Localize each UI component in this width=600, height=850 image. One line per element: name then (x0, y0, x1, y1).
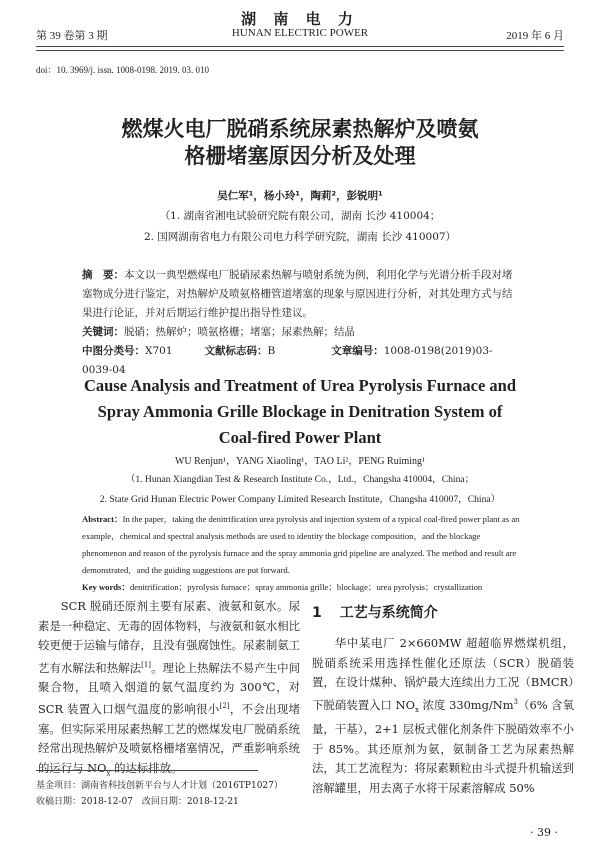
authors-en: WU Renjun¹，YANG Xiaoling¹，TAO Li²，PENG Ruiming¹ (174, 456, 426, 467)
keywords-label: 关键词： (82, 326, 124, 338)
doc-code: B (267, 345, 276, 357)
section-heading (312, 602, 438, 622)
subscript: x (414, 705, 419, 714)
affiliation: （1. 湖南省湘电试验研究院有限公司，湖南 长沙 410004； (159, 210, 441, 222)
paragraph (312, 634, 574, 798)
affiliations-en (0, 470, 600, 510)
body-left-column (38, 597, 300, 783)
footnote-rule (36, 770, 258, 771)
text: （6% 含氧量，干基），2+1 层板式催化剂条件下脱硝效率不小于 85%。其还原剂为氨，氨制备工艺为尿素热解法，其工艺流程为：将尿素颗粒由斗式提升机输送到溶解罐里，用去离子水将干尿素溶解成 50% (312, 697, 574, 795)
superscript: 3 (513, 697, 518, 706)
affiliation: 2. 国网湖南省电力有限公司电力科学研究院，湖南 长沙 410007） (143, 231, 457, 243)
title-line: 燃煤火电厂脱硝系统尿素热解炉及喷氨 (121, 117, 479, 141)
doc-code-label: 文献标志码： (204, 345, 268, 357)
affiliations-zh (0, 206, 600, 248)
issue-date: 2019 年 6 月 (506, 30, 564, 42)
clc: X701 (145, 345, 173, 357)
volume-issue: 第 39 卷第 3 期 (36, 30, 108, 42)
affiliation: （1. Hunan Xiangdian Test & Research Institute Co.，Ltd.，Changsha 410004，China； (125, 474, 475, 485)
abstract-text: In the paper，taking the denitrification urea pyrolysis and injection system of a typical coal-fired power plant as an example，chemical and spectral analysis methods are used to identity the blockage composition，and the blockage phenomenon and reason of the pyrolysis furnace and the spray ammonia grid pipeline are analyzed. The method and result are demonstrated，and the guiding suggestions are put forward. (82, 514, 520, 575)
abstract-label: 摘 要： (82, 269, 124, 281)
title-zh (0, 116, 600, 170)
section-title: 工艺与系统简介 (339, 605, 438, 621)
paragraph (38, 597, 300, 783)
keywords-text: 脱硝；热解炉；喷氨格栅；堵塞；尿素热解；结晶 (124, 326, 355, 338)
title-line: Coal-fired Power Plant (218, 428, 382, 447)
keywords-label: Key words： (82, 582, 130, 592)
text: 。理论上热解法不易产生中间聚合物，且喷入烟道的氨气温度约为 300℃，对 SCR 装置入口烟气温度的影响很小 (38, 660, 300, 717)
text: 华中某电厂 2×660MW 超超临界燃煤机组，脱硝系统采用选择性催化还原法（SCR）脱硝装置，在设计煤种、锅炉最大连续出力工况（BMCR）下脱硝装置入口 NO (312, 636, 574, 712)
text: 的达标排放。 (110, 760, 183, 775)
doi: doi：10. 3969/j. issn. 1008-0198. 2019. 03. 010 (36, 65, 210, 75)
clc-label: 中图分类号： (82, 345, 145, 357)
article-no: 1008-0198(2019)03-0039-04 (82, 345, 493, 376)
header-rule (36, 50, 564, 51)
text: SCR 脱硝还原剂主要有尿素、液氨和氨水。尿素是一种稳定、无毒的固体物料，与液氨和氨水相比较更便于运输与储存，且没有强腐蚀性。尿素制氨工艺有水解法和热解法 (38, 599, 300, 675)
abstract-en (82, 511, 522, 596)
page-number: · 39 · (530, 826, 558, 839)
abstract-label: Abstract： (82, 514, 123, 524)
subscript: x (106, 768, 111, 777)
title-line: Spray Ammonia Grille Blockage in Denitration System of (97, 402, 503, 421)
section-number: 1 (312, 605, 322, 621)
received-date-note: 收稿日期：2018-12-07 改回日期：2018-12-21 (36, 797, 239, 807)
text: 浓度 330mg/Nm (418, 697, 514, 712)
funding-note: 基金项目：湖南省科技创新平台与人才计划（2016TP1027） (36, 781, 283, 791)
citation[interactable]: [2] (219, 702, 230, 711)
body-right-column (312, 634, 574, 798)
title-line: Cause Analysis and Treatment of Urea Pyrolysis Furnace and (83, 376, 517, 395)
footnotes (36, 778, 283, 810)
keywords-text: denitrification；pyrolysis furnace；spray ammonia grille；blockage；urea pyrolysis；crystallization (129, 582, 483, 592)
title-en (0, 373, 600, 451)
affiliation: 2. State Grid Hunan Electric Power Company Limited Research Institute，Changsha 410007，China） (99, 494, 501, 505)
journal-name-zh: 湖 南 电 力 (241, 10, 359, 28)
abstract-text: 本文以一典型燃煤电厂脱硝尿素热解与喷射系统为例，利用化学与光谱分析手段对堵塞物成分进行鉴定，对热解炉及喷氨格栅管道堵塞的现象与原因进行分析，对其处理方式与结果进行论证，并对后期运行维护提出指导性建议。 (82, 269, 513, 319)
citation[interactable]: [1] (141, 660, 152, 669)
abstract-zh (82, 266, 522, 380)
article-no-label: 文章编号： (331, 345, 384, 357)
header-rule (36, 46, 564, 47)
authors-zh: 吴仁军¹，杨小玲¹，陶莉²，彭锐明¹ (217, 190, 383, 202)
journal-name-en: HUNAN ELECTRIC POWER (231, 27, 369, 39)
text: ，不会出现堵塞。但实际采用尿素热解工艺的燃煤发电厂脱硝系统经常出现热解炉及喷氨格栅堵塞情况，严重影响系统的运行与 NO (38, 702, 300, 775)
title-line: 格栅堵塞原因分析及处理 (184, 144, 416, 168)
